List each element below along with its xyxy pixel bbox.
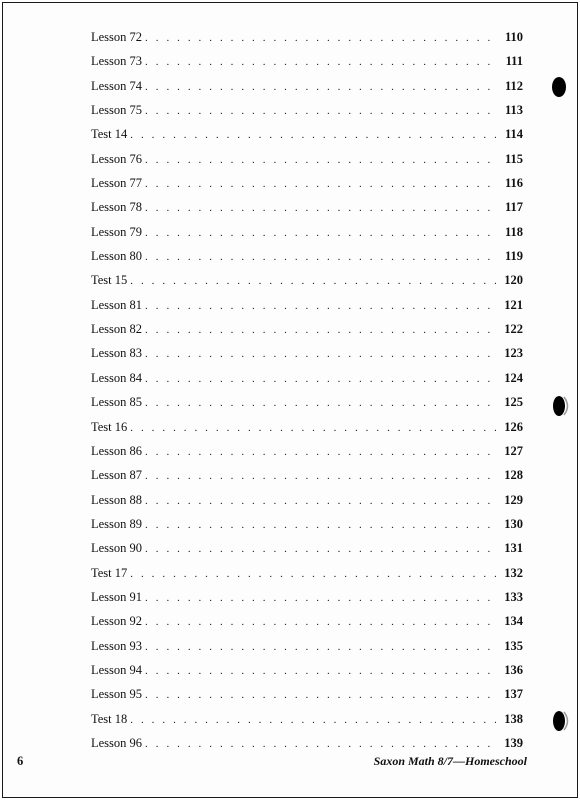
toc-entry — [91, 30, 523, 54]
dot-leader — [130, 275, 496, 287]
toc-entry-label: Test 18 — [91, 711, 128, 726]
toc-entry-page-number: 121 — [504, 297, 523, 312]
toc-entry-label: Lesson 80 — [91, 249, 143, 264]
toc-entry-label: Lesson 96 — [91, 735, 143, 750]
toc-entry — [91, 663, 523, 687]
toc-entry-label: Lesson 78 — [91, 200, 143, 215]
toc-entry-label: Test 16 — [91, 419, 128, 434]
toc-entry-label: Lesson 75 — [91, 103, 143, 118]
toc-entry-label: Lesson 87 — [91, 468, 143, 483]
toc-entry-label: Test 14 — [91, 127, 128, 142]
toc-entry-page-number: 127 — [504, 443, 523, 458]
toc-entry — [91, 687, 523, 711]
punch-hole-icon — [548, 73, 574, 101]
toc-entry — [91, 103, 523, 127]
toc-entry-label: Lesson 94 — [91, 662, 143, 677]
dot-leader — [130, 129, 496, 141]
toc-entry-page-number: 137 — [504, 687, 523, 702]
toc-entry-page-number: 118 — [504, 224, 523, 239]
dot-leader — [145, 202, 496, 214]
dot-leader — [145, 641, 496, 653]
toc-entry-page-number: 114 — [504, 127, 523, 142]
toc-entry-page-number: 111 — [505, 54, 523, 69]
toc-entry-label: Lesson 92 — [91, 614, 143, 629]
dot-leader — [145, 397, 496, 409]
toc-entry-label: Lesson 81 — [91, 297, 143, 312]
dot-leader — [145, 373, 496, 385]
toc-entry-label: Lesson 84 — [91, 370, 143, 385]
toc-entry — [91, 79, 523, 103]
toc-entry-page-number: 139 — [504, 735, 523, 750]
toc-entry — [91, 298, 523, 322]
toc-entry — [91, 322, 523, 346]
table-of-contents — [91, 30, 523, 760]
dot-leader — [145, 81, 496, 93]
toc-entry-label: Lesson 76 — [91, 151, 143, 166]
dot-leader — [145, 738, 496, 750]
dot-leader — [145, 495, 496, 507]
dot-leader — [145, 665, 496, 677]
toc-entry — [91, 395, 523, 419]
dot-leader — [145, 154, 496, 166]
toc-entry-page-number: 113 — [504, 103, 523, 118]
toc-entry-page-number: 128 — [504, 468, 523, 483]
toc-entry-page-number: 123 — [504, 346, 523, 361]
toc-entry-page-number: 126 — [504, 419, 523, 434]
toc-entry-page-number: 132 — [504, 565, 523, 580]
toc-entry-page-number: 125 — [504, 395, 523, 410]
toc-entry-page-number: 120 — [504, 273, 523, 288]
dot-leader — [130, 568, 496, 580]
toc-entry — [91, 639, 523, 663]
toc-entry — [91, 493, 523, 517]
toc-entry-label: Lesson 93 — [91, 638, 143, 653]
toc-entry — [91, 54, 523, 78]
toc-entry — [91, 200, 523, 224]
toc-entry-page-number: 134 — [504, 614, 523, 629]
dot-leader — [145, 592, 496, 604]
toc-entry-label: Lesson 89 — [91, 516, 143, 531]
punch-hole-icon — [549, 392, 575, 420]
toc-entry-page-number: 112 — [504, 78, 523, 93]
toc-entry — [91, 712, 523, 736]
toc-entry-page-number: 119 — [504, 249, 523, 264]
toc-entry — [91, 468, 523, 492]
dot-leader — [145, 300, 496, 312]
toc-entry — [91, 152, 523, 176]
toc-entry-page-number: 133 — [504, 589, 523, 604]
toc-entry-label: Lesson 83 — [91, 346, 143, 361]
punch-hole-icon — [549, 707, 575, 735]
toc-entry-label: Lesson 90 — [91, 541, 143, 556]
toc-entry-label: Lesson 82 — [91, 322, 143, 337]
toc-entry-label: Lesson 85 — [91, 395, 143, 410]
toc-entry — [91, 590, 523, 614]
toc-entry-page-number: 135 — [504, 638, 523, 653]
toc-entry-label: Lesson 77 — [91, 176, 143, 191]
toc-entry-page-number: 130 — [504, 516, 523, 531]
toc-entry-page-number: 110 — [504, 30, 523, 44]
toc-entry-label: Lesson 88 — [91, 492, 143, 507]
dot-leader — [145, 32, 496, 44]
toc-entry-page-number: 117 — [504, 200, 523, 215]
toc-entry-label: Test 17 — [91, 565, 128, 580]
toc-entry-page-number: 124 — [504, 370, 523, 385]
toc-entry-page-number: 122 — [504, 322, 523, 337]
document-page — [2, 2, 578, 798]
toc-entry-label: Lesson 79 — [91, 224, 143, 239]
dot-leader — [145, 251, 496, 263]
toc-entry — [91, 517, 523, 541]
toc-entry-page-number: 131 — [504, 541, 523, 556]
dot-leader — [130, 422, 496, 434]
toc-entry — [91, 346, 523, 370]
dot-leader — [145, 178, 496, 190]
toc-entry — [91, 614, 523, 638]
toc-entry-label: Lesson 72 — [91, 30, 143, 44]
dot-leader — [145, 446, 496, 458]
dot-leader — [145, 543, 496, 555]
toc-entry — [91, 127, 523, 151]
dot-leader — [145, 227, 496, 239]
toc-entry-page-number: 138 — [504, 711, 523, 726]
dot-leader — [145, 519, 496, 531]
toc-entry — [91, 176, 523, 200]
toc-entry — [91, 566, 523, 590]
dot-leader — [145, 689, 496, 701]
toc-entry — [91, 225, 523, 249]
dot-leader — [145, 105, 496, 117]
dot-leader — [130, 714, 496, 726]
toc-entry — [91, 371, 523, 395]
toc-entry-page-number: 136 — [504, 662, 523, 677]
toc-entry-label: Lesson 86 — [91, 443, 143, 458]
toc-entry-label: Lesson 91 — [91, 589, 143, 604]
dot-leader — [145, 348, 496, 360]
toc-entry — [91, 273, 523, 297]
toc-entry-label: Test 15 — [91, 273, 128, 288]
toc-entry — [91, 444, 523, 468]
dot-leader — [145, 324, 496, 336]
toc-entry-page-number: 116 — [504, 176, 523, 191]
footer-book-title: Saxon Math 8/7—Homeschool — [373, 754, 527, 768]
toc-entry-label: Lesson 74 — [91, 78, 143, 93]
footer-page-number: 6 — [17, 754, 24, 768]
dot-leader — [145, 616, 496, 628]
toc-entry-label: Lesson 73 — [91, 54, 143, 69]
toc-entry-label: Lesson 95 — [91, 687, 143, 702]
toc-entry — [91, 541, 523, 565]
toc-entry-page-number: 129 — [504, 492, 523, 507]
toc-entry — [91, 249, 523, 273]
dot-leader — [145, 56, 496, 68]
toc-entry — [91, 420, 523, 444]
toc-entry-page-number: 115 — [504, 151, 523, 166]
dot-leader — [145, 470, 496, 482]
